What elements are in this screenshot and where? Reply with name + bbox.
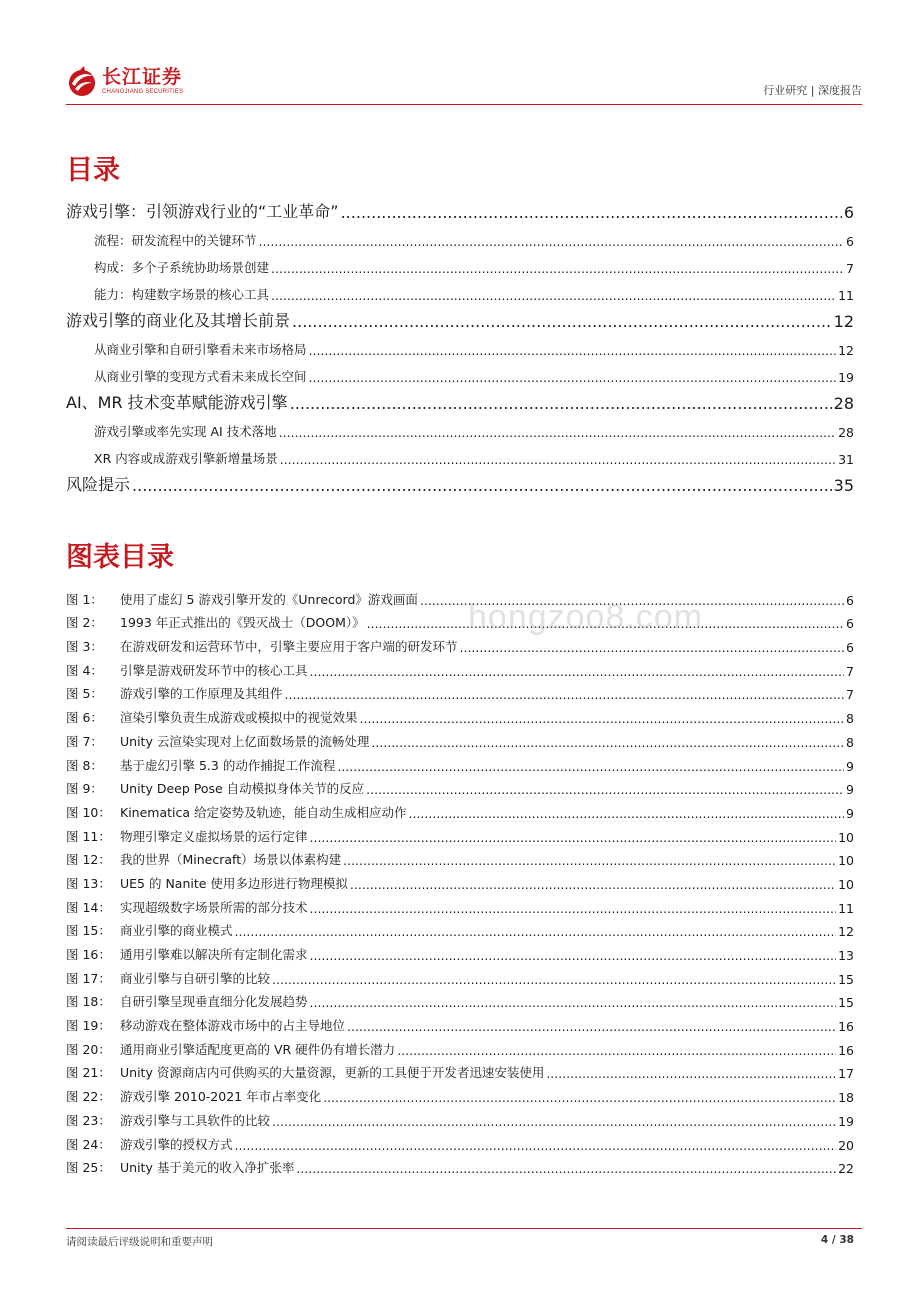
figure-number: 图 25： — [66, 1160, 111, 1176]
figure-caption: 自研引擎呈现垂直细分化发展趋势 — [120, 994, 308, 1010]
figure-leader-dots — [285, 687, 845, 702]
figure-entry[interactable] — [66, 702, 854, 726]
figure-entry[interactable] — [66, 845, 854, 869]
figure-entry[interactable] — [66, 679, 854, 703]
figure-page: 15 — [838, 995, 854, 1011]
toc-section-entry[interactable] — [66, 358, 854, 385]
figure-caption: 我的世界（Minecraft）场景以体素构建 — [120, 852, 342, 868]
figure-number: 图 19： — [66, 1018, 111, 1034]
figure-number: 图 14： — [66, 899, 111, 915]
figure-leader-dots — [310, 901, 837, 916]
toc-entry-label: 游戏引擎或率先实现 AI 技术落地 — [94, 424, 277, 439]
figure-number: 图 4： — [66, 662, 103, 678]
figure-entry[interactable] — [66, 584, 854, 608]
toc-section-entry[interactable] — [66, 413, 854, 440]
figure-leader-dots — [397, 1043, 836, 1058]
toc-entry-label: AI、MR 技术变革赋能游戏引擎 — [66, 393, 288, 412]
figure-page: 7 — [846, 663, 854, 679]
figure-entry[interactable] — [66, 821, 854, 845]
toc-title: 目录 — [66, 155, 120, 186]
page-number: 4 / 38 — [820, 1234, 854, 1246]
toc-entry-label: 从商业引擎的变现方式看未来成长空间 — [94, 369, 307, 384]
figure-page: 16 — [838, 1019, 854, 1035]
figure-list — [66, 584, 854, 1176]
figure-caption: Unity 基于美元的收入净扩张率 — [120, 1160, 295, 1176]
toc-entry-label: 游戏引擎：引领游戏行业的“工业革命” — [66, 202, 339, 221]
figure-entry[interactable] — [66, 774, 854, 798]
figure-leader-dots — [350, 877, 836, 892]
figure-number: 图 13： — [66, 875, 111, 891]
figure-page: 19 — [838, 1113, 854, 1129]
toc-list — [66, 194, 854, 495]
figure-entry[interactable] — [66, 1034, 854, 1058]
figure-caption: 商业引擎的商业模式 — [120, 923, 233, 939]
figure-number: 图 7： — [66, 733, 103, 749]
figure-entry[interactable] — [66, 631, 854, 655]
figure-page: 8 — [846, 711, 854, 727]
figure-caption: Kinematica 给定姿势及轨迹，能自动生成相应动作 — [120, 804, 407, 820]
figure-page: 9 — [846, 805, 854, 821]
figure-caption: 物理引擎定义虚拟场景的运行定律 — [120, 828, 308, 844]
header-divider — [66, 104, 862, 105]
figure-leader-dots — [310, 948, 837, 963]
figure-leader-dots — [310, 995, 837, 1010]
figure-page: 17 — [838, 1066, 854, 1082]
figure-number: 图 18： — [66, 994, 111, 1010]
toc-entry-label: XR 内容或成游戏引擎新增量场景 — [94, 451, 278, 466]
figure-page: 6 — [846, 640, 854, 656]
figure-caption: 游戏引擎 2010-2021 年市占率变化 — [120, 1089, 322, 1105]
figure-leader-dots — [323, 1090, 836, 1105]
figure-leader-dots — [296, 1161, 836, 1176]
figure-number: 图 10： — [66, 804, 111, 820]
figure-caption: 引擎是游戏研发环节中的核心工具 — [120, 662, 308, 678]
figure-caption: 通用商业引擎适配度更高的 VR 硬件仍有增长潜力 — [120, 1041, 396, 1057]
figure-leader-dots — [272, 1114, 836, 1129]
toc-chapter-entry[interactable] — [66, 467, 854, 495]
figure-entry[interactable] — [66, 1081, 854, 1105]
figure-leader-dots — [546, 1066, 836, 1081]
toc-entry-page: 31 — [838, 452, 854, 467]
toc-section-entry[interactable] — [66, 440, 854, 467]
figure-leader-dots — [347, 1019, 836, 1034]
figure-page: 15 — [838, 971, 854, 987]
figure-caption: 基于虚幻引擎 5.3 的动作捕捉工作流程 — [120, 757, 336, 773]
figure-page: 10 — [838, 853, 854, 869]
toc-entry-page: 19 — [838, 370, 854, 385]
figure-entry[interactable] — [66, 916, 854, 940]
figure-entry[interactable] — [66, 868, 854, 892]
figure-page: 7 — [846, 687, 854, 703]
toc-leader-dots — [271, 261, 844, 276]
figure-entry[interactable] — [66, 1153, 854, 1177]
figure-entry[interactable] — [66, 655, 854, 679]
toc-section-entry[interactable] — [66, 222, 854, 249]
toc-entry-page: 6 — [843, 203, 854, 222]
footer-divider — [66, 1228, 862, 1229]
figure-leader-dots — [310, 830, 837, 845]
figure-caption: 1993 年正式推出的《毁灭战士（DOOM）》 — [120, 615, 365, 631]
toc-chapter-entry[interactable] — [66, 194, 854, 222]
toc-leader-dots — [292, 312, 832, 331]
figure-entry[interactable] — [66, 1129, 854, 1153]
figure-page: 16 — [838, 1042, 854, 1058]
figure-entry[interactable] — [66, 1105, 854, 1129]
figure-number: 图 6： — [66, 710, 103, 726]
figure-number: 图 8： — [66, 757, 103, 773]
figure-caption: 游戏引擎的授权方式 — [120, 1136, 233, 1152]
figure-entry[interactable] — [66, 726, 854, 750]
figure-page: 10 — [838, 876, 854, 892]
figure-page: 9 — [846, 782, 854, 798]
figure-entry[interactable] — [66, 608, 854, 632]
toc-leader-dots — [280, 452, 836, 467]
toc-entry-label: 从商业引擎和自研引擎看未来市场格局 — [94, 342, 307, 357]
figure-entry[interactable] — [66, 750, 854, 774]
toc-entry-label: 能力：构建数字场景的核心工具 — [94, 287, 270, 302]
toc-leader-dots — [271, 288, 836, 303]
figure-caption: Unity Deep Pose 自动模拟身体关节的反应 — [120, 781, 365, 797]
figure-page: 9 — [846, 758, 854, 774]
figure-number: 图 1： — [66, 591, 103, 607]
figure-entry[interactable] — [66, 987, 854, 1011]
report-category: 行业研究 | 深度报告 — [763, 84, 862, 97]
figure-list-title: 图表目录 — [66, 542, 174, 573]
toc-entry-label: 游戏引擎的商业化及其增长前景 — [66, 311, 291, 330]
toc-leader-dots — [132, 476, 832, 495]
figure-leader-dots — [310, 664, 845, 679]
figure-leader-dots — [366, 782, 844, 797]
toc-section-entry[interactable] — [66, 249, 854, 276]
figure-page: 13 — [838, 948, 854, 963]
figure-entry[interactable] — [66, 1010, 854, 1034]
figure-leader-dots — [337, 759, 844, 774]
figure-number: 图 3： — [66, 639, 103, 655]
page-header — [66, 60, 862, 104]
figure-caption: Unity 云渲染实现对上亿面数场景的流畅处理 — [120, 733, 370, 749]
figure-number: 图 12： — [66, 852, 111, 868]
toc-entry-label: 风险提示 — [66, 475, 131, 494]
figure-number: 图 21： — [66, 1065, 111, 1081]
figure-page: 12 — [838, 924, 854, 940]
figure-number: 图 15： — [66, 923, 111, 939]
toc-entry-label: 流程：研发流程中的关键环节 — [94, 233, 257, 248]
figure-caption: 移动游戏在整体游戏市场中的占主导地位 — [120, 1018, 346, 1034]
figure-leader-dots — [235, 924, 837, 939]
toc-entry-page: 11 — [838, 288, 854, 303]
toc-section-entry[interactable] — [66, 276, 854, 303]
toc-entry-page: 6 — [846, 234, 854, 249]
brand-logo — [66, 64, 183, 98]
toc-entry-page: 7 — [846, 261, 854, 276]
toc-leader-dots — [309, 370, 837, 385]
toc-section-entry[interactable] — [66, 331, 854, 358]
toc-entry-page: 28 — [833, 394, 854, 413]
figure-page: 22 — [838, 1161, 854, 1177]
figure-leader-dots — [272, 972, 836, 987]
figure-caption: 游戏引擎与工具软件的比较 — [120, 1112, 271, 1128]
figure-page: 6 — [846, 616, 854, 632]
figure-number: 图 23： — [66, 1112, 111, 1128]
figure-page: 6 — [846, 592, 854, 608]
figure-caption: 实现超级数字场景所需的部分技术 — [120, 899, 308, 915]
figure-leader-dots — [360, 711, 845, 726]
brand-name-cn: 长江证券 — [102, 66, 183, 88]
figure-entry[interactable] — [66, 963, 854, 987]
brand-logo-icon — [66, 64, 98, 98]
footer-disclaimer: 请阅读最后评级说明和重要声明 — [66, 1236, 213, 1248]
figure-leader-dots — [343, 853, 836, 868]
figure-page: 8 — [846, 734, 854, 750]
figure-number: 图 9： — [66, 781, 103, 797]
figure-caption: 商业引擎与自研引擎的比较 — [120, 970, 271, 986]
toc-leader-dots — [290, 394, 832, 413]
figure-caption: 使用了虚幻 5 游戏引擎开发的《Unrecord》游戏画面 — [120, 591, 418, 607]
toc-leader-dots — [309, 343, 837, 358]
figure-leader-dots — [460, 640, 845, 655]
figure-caption: Unity 资源商店内可供购买的大量资源，更新的工具便于开发者迅速安装使用 — [120, 1065, 545, 1081]
figure-caption: 通用引擎难以解决所有定制化需求 — [120, 947, 308, 962]
figure-entry[interactable] — [66, 797, 854, 821]
figure-caption: 游戏引擎的工作原理及其组件 — [120, 686, 283, 702]
figure-number: 图 24： — [66, 1136, 111, 1152]
toc-leader-dots — [279, 425, 836, 440]
toc-leader-dots — [341, 203, 842, 222]
figure-number: 图 17： — [66, 970, 111, 986]
figure-number: 图 22： — [66, 1089, 111, 1105]
figure-page: 10 — [838, 829, 854, 845]
figure-page: 11 — [838, 900, 854, 916]
toc-entry-page: 12 — [833, 312, 854, 331]
figure-leader-dots — [409, 806, 845, 821]
toc-entry-label: 构成：多个子系统协助场景创建 — [94, 260, 270, 275]
figure-caption: 在游戏研发和运营环节中，引擎主要应用于客户端的研发环节 — [120, 639, 458, 655]
toc-chapter-entry[interactable] — [66, 385, 854, 413]
figure-leader-dots — [235, 1138, 837, 1153]
figure-caption: UE5 的 Nanite 使用多边形进行物理模拟 — [120, 875, 348, 891]
toc-chapter-entry[interactable] — [66, 303, 854, 331]
figure-number: 图 11： — [66, 828, 111, 844]
figure-number: 图 20： — [66, 1041, 111, 1057]
brand-name-en: CHANGJIANG SECURITIES — [102, 89, 184, 95]
watermark: hongzoo8.com — [468, 598, 704, 636]
figure-entry[interactable] — [66, 1058, 854, 1082]
figure-entry[interactable] — [66, 939, 854, 963]
figure-number: 图 2： — [66, 615, 103, 631]
figure-number: 图 5： — [66, 686, 103, 702]
toc-entry-page: 35 — [833, 476, 854, 495]
figure-leader-dots — [371, 735, 844, 750]
figure-caption: 渲染引擎负责生成游戏或模拟中的视觉效果 — [120, 710, 358, 726]
figure-entry[interactable] — [66, 892, 854, 916]
figure-page: 20 — [838, 1137, 854, 1153]
figure-page: 18 — [838, 1090, 854, 1106]
toc-leader-dots — [259, 234, 845, 249]
figure-number: 图 16： — [66, 947, 111, 962]
toc-entry-page: 28 — [838, 425, 854, 440]
toc-entry-page: 12 — [838, 343, 854, 358]
